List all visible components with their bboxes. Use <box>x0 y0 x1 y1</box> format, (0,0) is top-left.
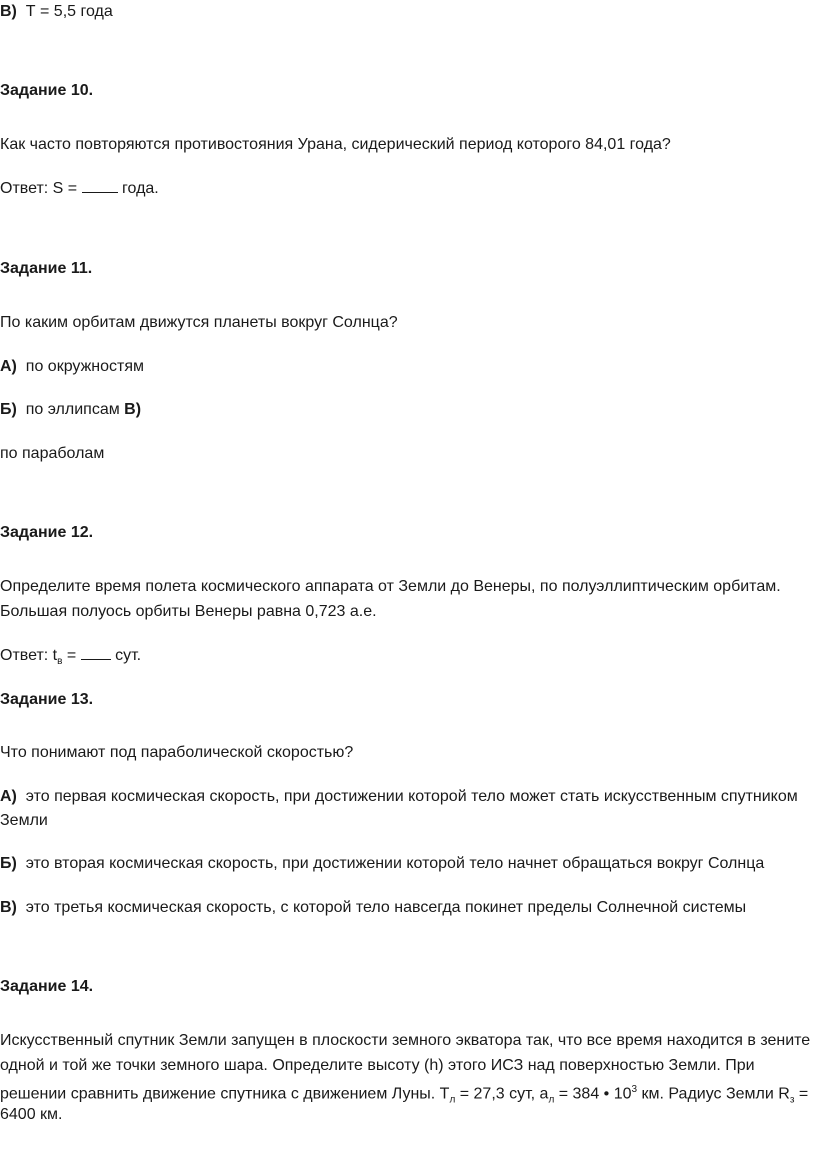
task-12-question-line-2: Большая полуось орбиты Венеры равна 0,723 а.е. <box>0 603 377 620</box>
option-label: В) <box>0 3 17 20</box>
task-13-option-a-continued: Земли <box>0 812 48 829</box>
task-11-title: Задание 11. <box>0 260 93 277</box>
superscript: 3 <box>631 1084 638 1095</box>
task-14-title: Задание 14. <box>0 978 94 995</box>
task-11-question: По каким орбитам движутся планеты вокруг Солнца? <box>0 314 398 331</box>
answer-subscript: в <box>57 656 63 668</box>
subscript: л <box>548 1094 555 1106</box>
answer-prefix: Ответ: t <box>0 647 58 664</box>
previous-answer-option <box>0 1 113 23</box>
option-label: В) <box>124 401 142 418</box>
option-label: А) <box>0 788 17 805</box>
answer-blank <box>82 178 118 193</box>
task-10-question: Как часто повторяются противостояния Урана, сидерический период которого 84,01 года? <box>0 136 671 153</box>
answer-suffix: сут. <box>110 647 142 664</box>
task-13-option-a <box>0 786 798 808</box>
subscript: з <box>789 1094 795 1106</box>
task-13-option-b <box>0 853 764 875</box>
task-11-option-a <box>0 356 144 378</box>
task-10-title: Задание 10. <box>0 82 94 99</box>
task-13-option-c <box>0 897 746 919</box>
text-part: = <box>794 1085 809 1103</box>
option-label: А) <box>0 358 17 375</box>
answer-equals: = <box>62 647 81 664</box>
text-part: = 384 • 10 <box>554 1085 632 1103</box>
task-12-answer <box>0 645 141 673</box>
text-part: км. Радиус Земли R <box>637 1085 790 1103</box>
task-13-title: Задание 13. <box>0 691 94 708</box>
option-text: Т = 5,5 года <box>25 3 113 20</box>
option-text: по эллипсам <box>25 401 120 418</box>
task-11-option-b <box>0 399 141 421</box>
task-14-paragraph-line-2: одной и той же точки земного шара. Определите высоту (h) этого ИСЗ над поверхностью Земли. При <box>0 1057 755 1074</box>
task-14-paragraph-line-3 <box>0 1079 808 1112</box>
text-part: = 27,3 сут, а <box>455 1085 549 1103</box>
text-part: решении сравнить движение спутника с движением Луны. Т <box>0 1085 450 1103</box>
task-13-question: Что понимают под параболической скоростью? <box>0 744 354 761</box>
subscript: л <box>449 1094 456 1106</box>
answer-prefix: Ответ: S = <box>0 180 82 197</box>
task-11-option-c: по параболам <box>0 445 105 462</box>
option-text: это третья космическая скорость, с которой тело навсегда покинет пределы Солнечной системы <box>25 899 747 916</box>
option-label: Б) <box>0 401 17 418</box>
task-12-question-line-1: Определите время полета космического аппарата от Земли до Венеры, по полуэллиптическим орбитам. <box>0 578 781 595</box>
task-12-title: Задание 12. <box>0 524 94 541</box>
option-label: Б) <box>0 855 17 872</box>
task-10-answer <box>0 178 159 200</box>
option-label: В) <box>0 899 17 916</box>
answer-blank <box>81 645 111 660</box>
task-14-paragraph-line-1: Искусственный спутник Земли запущен в плоскости земного экватора так, что все время находится в зените <box>0 1032 811 1049</box>
option-text: это первая космическая скорость, при достижении которой тело может стать искусственным спутником <box>25 788 798 805</box>
option-text: по окружностям <box>25 358 145 375</box>
task-14-paragraph-line-4: 6400 км. <box>0 1106 63 1123</box>
option-text: это вторая космическая скорость, при достижении которой тело начнет обращаться вокруг Солнца <box>25 855 765 872</box>
answer-suffix: года. <box>117 180 159 197</box>
